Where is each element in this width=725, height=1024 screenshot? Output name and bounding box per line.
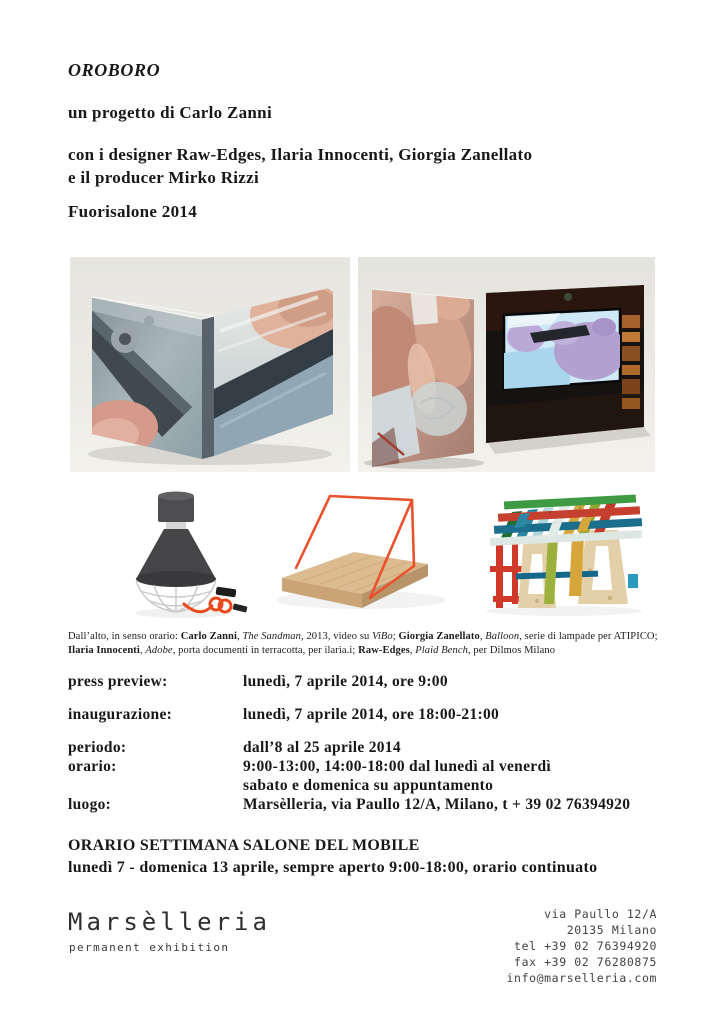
photo-vibo-open [358, 257, 655, 472]
contact-line: info@marselleria.com [506, 971, 657, 985]
schedule-label: orario: [68, 758, 117, 775]
contact-line: fax +39 02 76280875 [514, 955, 657, 969]
contact-line: via Paullo 12/A [544, 907, 657, 921]
vibo-open-illustration [358, 257, 655, 472]
footer-contact [507, 906, 657, 986]
balloon-lamp-illustration [88, 484, 263, 620]
schedule-label: luogo: [68, 796, 112, 813]
schedule-row [68, 757, 660, 795]
schedule-row [68, 738, 660, 757]
image-caption [68, 630, 660, 658]
footer-tagline: permanent exhibition [69, 941, 230, 954]
schedule-label: inaugurazione: [68, 706, 173, 723]
schedule-value: dall’8 al 25 aprile 2014 [243, 739, 401, 756]
event-line: Fuorisalone 2014 [68, 202, 197, 221]
caption-line: Ilaria Innocenti, Adobe, porta documenti in terracotta, per ilaria.i; Raw-Edges, Plaid Bench, per Dilmos Milano [68, 644, 556, 656]
schedule-label: press preview: [68, 673, 168, 690]
schedule-value: Marsèlleria, via Paullo 12/A, Milano, t + 39 02 76394920 [243, 796, 631, 813]
schedule-label: periodo: [68, 739, 127, 756]
schedule-row [68, 795, 660, 814]
contact-line: 20135 Milano [566, 923, 657, 937]
photo-vibo-closed [70, 257, 350, 472]
footer-logo: Marsèlleria [68, 908, 271, 936]
caption-line: Dall’alto, in senso orario: Carlo Zanni, The Sandman, 2013, video su ViBo; Giorgia Zanellato, Balloon, serie di lampade per ATIPICO; [68, 630, 658, 642]
salone-hours: lunedì 7 - domenica 13 aprile, sempre aperto 9:00-18:00, orario continuato [68, 859, 598, 876]
salone-heading: ORARIO SETTIMANA SALONE DEL MOBILE [68, 837, 420, 854]
vibo-closed-illustration [70, 257, 350, 472]
schedule-row [68, 672, 660, 691]
schedule [68, 672, 660, 814]
schedule-row [68, 705, 660, 724]
photo-row [70, 257, 655, 472]
schedule-value: 9:00-13:00, 14:00-18:00 dal lunedì al venerdì sabato e domenica su appuntamento [243, 758, 551, 794]
product-plaid-bench [460, 480, 660, 620]
plaid-bench-illustration [460, 480, 660, 620]
product-adobe-tray [266, 482, 462, 620]
adobe-tray-illustration [266, 482, 462, 620]
page-title: OROBORO [68, 60, 161, 80]
designers-line-2: e il producer Mirko Rizzi [68, 168, 260, 187]
schedule-value: lunedì, 7 aprile 2014, ore 9:00 [243, 673, 448, 690]
contact-line: tel +39 02 76394920 [514, 939, 657, 953]
project-line: un progetto di Carlo Zanni [68, 103, 272, 122]
product-balloon-lamp [88, 484, 263, 620]
designers-line-1: con i designer Raw-Edges, Ilaria Innocenti, Giorgia Zanellato [68, 145, 533, 164]
schedule-value: lunedì, 7 aprile 2014, ore 18:00-21:00 [243, 706, 500, 723]
